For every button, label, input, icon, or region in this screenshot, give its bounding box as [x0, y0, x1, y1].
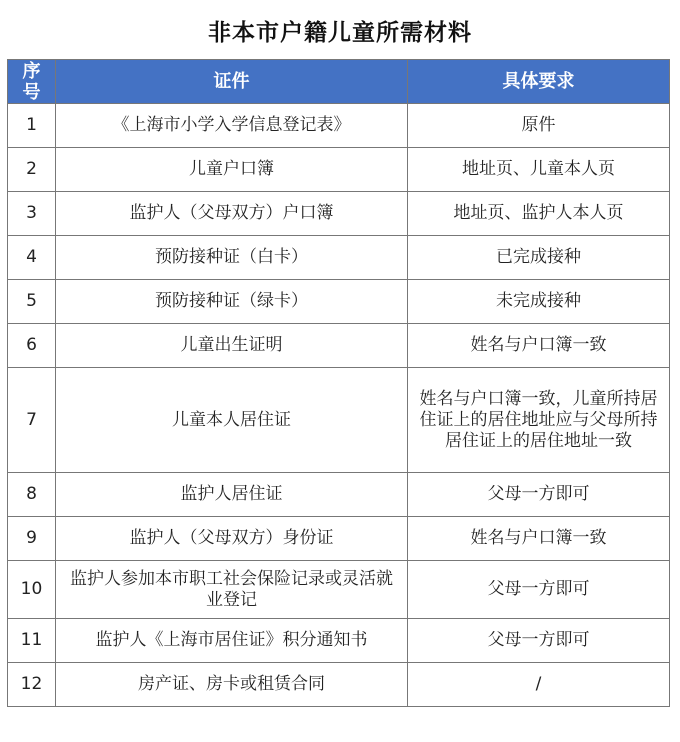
table-row [8, 663, 670, 707]
table-row [8, 368, 670, 473]
row-document: 房产证、房卡或租赁合同 [56, 663, 408, 707]
row-no: 3 [8, 192, 56, 236]
table-row [8, 324, 670, 368]
row-document: 监护人居住证 [56, 473, 408, 517]
row-document: 儿童户口簿 [56, 148, 408, 192]
table-row [8, 473, 670, 517]
table-row [8, 517, 670, 561]
row-document: 监护人参加本市职工社会保险记录或灵活就业登记 [56, 561, 408, 619]
row-requirement: / [408, 663, 670, 707]
row-no: 5 [8, 280, 56, 324]
table-header-row [8, 60, 670, 104]
row-requirement: 姓名与户口簿一致 [408, 517, 670, 561]
row-no: 6 [8, 324, 56, 368]
row-document: 监护人《上海市居住证》积分通知书 [56, 619, 408, 663]
table-row [8, 192, 670, 236]
row-requirement: 父母一方即可 [408, 561, 670, 619]
row-document: 儿童出生证明 [56, 324, 408, 368]
row-no: 8 [8, 473, 56, 517]
row-document: 预防接种证（绿卡） [56, 280, 408, 324]
row-no: 11 [8, 619, 56, 663]
row-no: 4 [8, 236, 56, 280]
row-requirement: 姓名与户口簿一致，儿童所持居住证上的居住地址应与父母所持居住证上的居住地址一致 [408, 368, 670, 473]
row-requirement: 原件 [408, 104, 670, 148]
row-no: 1 [8, 104, 56, 148]
table-row [8, 148, 670, 192]
row-no: 12 [8, 663, 56, 707]
row-document: 儿童本人居住证 [56, 368, 408, 473]
materials-table [7, 59, 670, 707]
table-row [8, 619, 670, 663]
row-document: 监护人（父母双方）身份证 [56, 517, 408, 561]
row-requirement: 已完成接种 [408, 236, 670, 280]
row-no: 7 [8, 368, 56, 473]
row-document: 监护人（父母双方）户口簿 [56, 192, 408, 236]
table-row [8, 561, 670, 619]
row-no: 10 [8, 561, 56, 619]
row-no: 2 [8, 148, 56, 192]
table-row [8, 280, 670, 324]
table-row [8, 236, 670, 280]
row-requirement: 地址页、儿童本人页 [408, 148, 670, 192]
row-requirement: 父母一方即可 [408, 619, 670, 663]
header-requirement: 具体要求 [408, 60, 670, 104]
row-requirement: 未完成接种 [408, 280, 670, 324]
table-row [8, 104, 670, 148]
header-no: 序号 [8, 60, 56, 104]
row-no: 9 [8, 517, 56, 561]
row-document: 预防接种证（白卡） [56, 236, 408, 280]
row-requirement: 父母一方即可 [408, 473, 670, 517]
header-document: 证件 [56, 60, 408, 104]
row-requirement: 地址页、监护人本人页 [408, 192, 670, 236]
page-title: 非本市户籍儿童所需材料 [208, 20, 472, 46]
row-requirement: 姓名与户口簿一致 [408, 324, 670, 368]
row-document: 《上海市小学入学信息登记表》 [56, 104, 408, 148]
